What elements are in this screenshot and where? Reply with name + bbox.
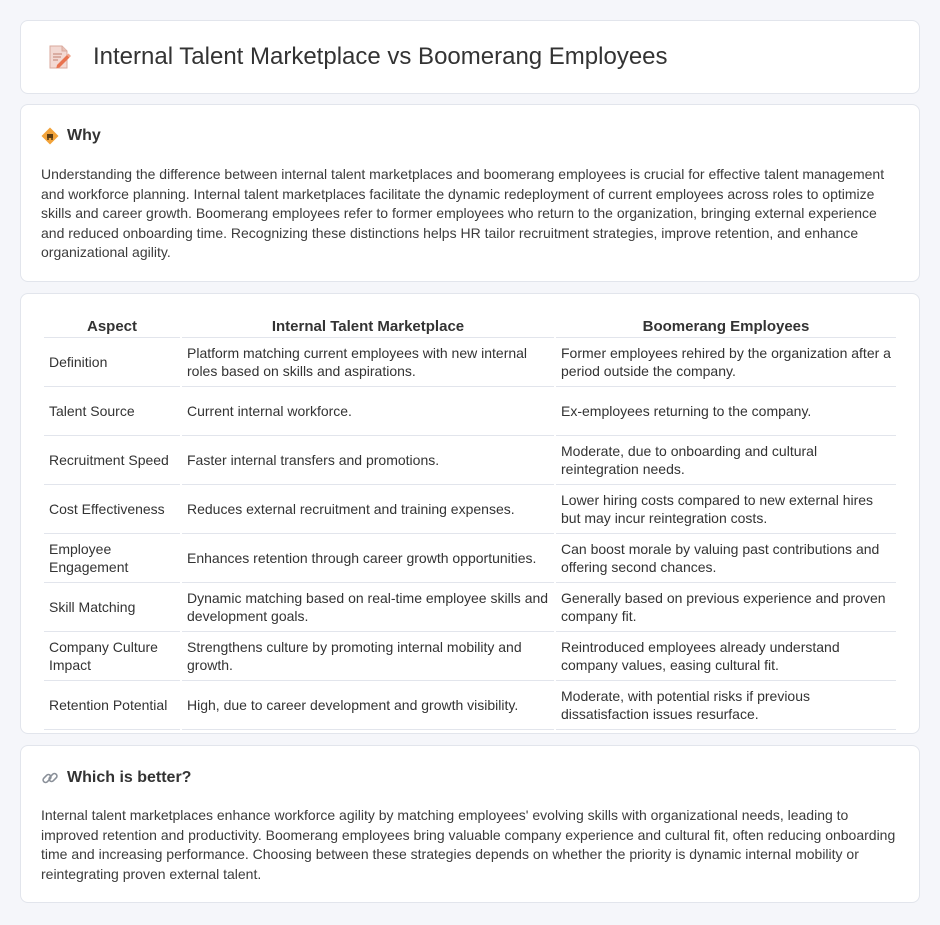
table-row [44, 681, 896, 730]
aspect-cell: Talent Source [44, 387, 180, 436]
boomerang-cell: Generally based on previous experience and proven company fit. [556, 583, 896, 632]
marketplace-cell: Reduces external recruitment and training expenses. [182, 485, 554, 534]
boomerang-cell: Moderate, with potential risks if previous dissatisfaction issues resurface. [556, 681, 896, 730]
table-row [44, 485, 896, 534]
table-header-row [44, 314, 896, 338]
marketplace-cell: Faster internal transfers and promotions. [182, 436, 554, 485]
aspect-cell: Retention Potential [44, 681, 180, 730]
aspect-cell: Recruitment Speed [44, 436, 180, 485]
table-row [44, 387, 896, 436]
boomerang-cell: Moderate, due to onboarding and cultural reintegration needs. [556, 436, 896, 485]
comparison-table [42, 314, 898, 730]
comparison-table-card [20, 293, 920, 734]
better-text: Internal talent marketplaces enhance workforce agility by matching employees' evolving skills with organizational needs, leading to improved retention and productivity. Boomerang employees bring valuable company experience and cultural fit, often reducing onboarding time and increasing performance. Choosing between these strategies depends on whether the priority is dynamic internal mobility or reintegrating proven external talent. [41, 807, 896, 882]
table-row [44, 436, 896, 485]
marketplace-cell: Current internal workforce. [182, 387, 554, 436]
document-edit-icon [43, 41, 75, 73]
marketplace-cell: Dynamic matching based on real-time employee skills and development goals. [182, 583, 554, 632]
aspect-cell: Skill Matching [44, 583, 180, 632]
page-title: Internal Talent Marketplace vs Boomerang Employees [93, 43, 668, 70]
why-heading: Why [67, 127, 101, 144]
aspect-cell: Cost Effectiveness [44, 485, 180, 534]
why-text: Understanding the difference between internal talent marketplaces and boomerang employees is crucial for effective talent management and workforce planning. Internal talent marketplaces facilitate the dynamic redeployment of current employees across roles to optimize skills and career growth. Boomerang employees refer to former employees who return to the organization, bringing external experience and reduced onboarding time. Recognizing these distinctions helps HR tailor recruitment strategies, improve retention, and enhance organizational agility. [41, 166, 885, 260]
title-card [20, 20, 920, 94]
marketplace-cell: Enhances retention through career growth opportunities. [182, 534, 554, 583]
boomerang-cell: Ex-employees returning to the company. [556, 387, 896, 436]
boomerang-cell: Reintroduced employees already understand company values, easing cultural fit. [556, 632, 896, 681]
better-heading: Which is better? [67, 769, 192, 786]
table-row [44, 583, 896, 632]
column-header: Internal Talent Marketplace [182, 314, 554, 338]
boomerang-cell: Lower hiring costs compared to new external hires but may incur reintegration costs. [556, 485, 896, 534]
diamond-sign-icon [41, 127, 59, 145]
boomerang-cell: Can boost morale by valuing past contributions and offering second chances. [556, 534, 896, 583]
marketplace-cell: Strengthens culture by promoting internal mobility and growth. [182, 632, 554, 681]
aspect-cell: Definition [44, 338, 180, 387]
aspect-cell: Employee Engagement [44, 534, 180, 583]
table-row [44, 338, 896, 387]
why-section [20, 104, 920, 282]
marketplace-cell: Platform matching current employees with new internal roles based on skills and aspirations. [182, 338, 554, 387]
table-row [44, 534, 896, 583]
which-is-better-section [20, 745, 920, 903]
link-icon [41, 769, 59, 787]
aspect-cell: Company Culture Impact [44, 632, 180, 681]
table-row [44, 632, 896, 681]
column-header: Boomerang Employees [556, 314, 896, 338]
boomerang-cell: Former employees rehired by the organization after a period outside the company. [556, 338, 896, 387]
column-header: Aspect [44, 314, 180, 338]
marketplace-cell: High, due to career development and growth visibility. [182, 681, 554, 730]
